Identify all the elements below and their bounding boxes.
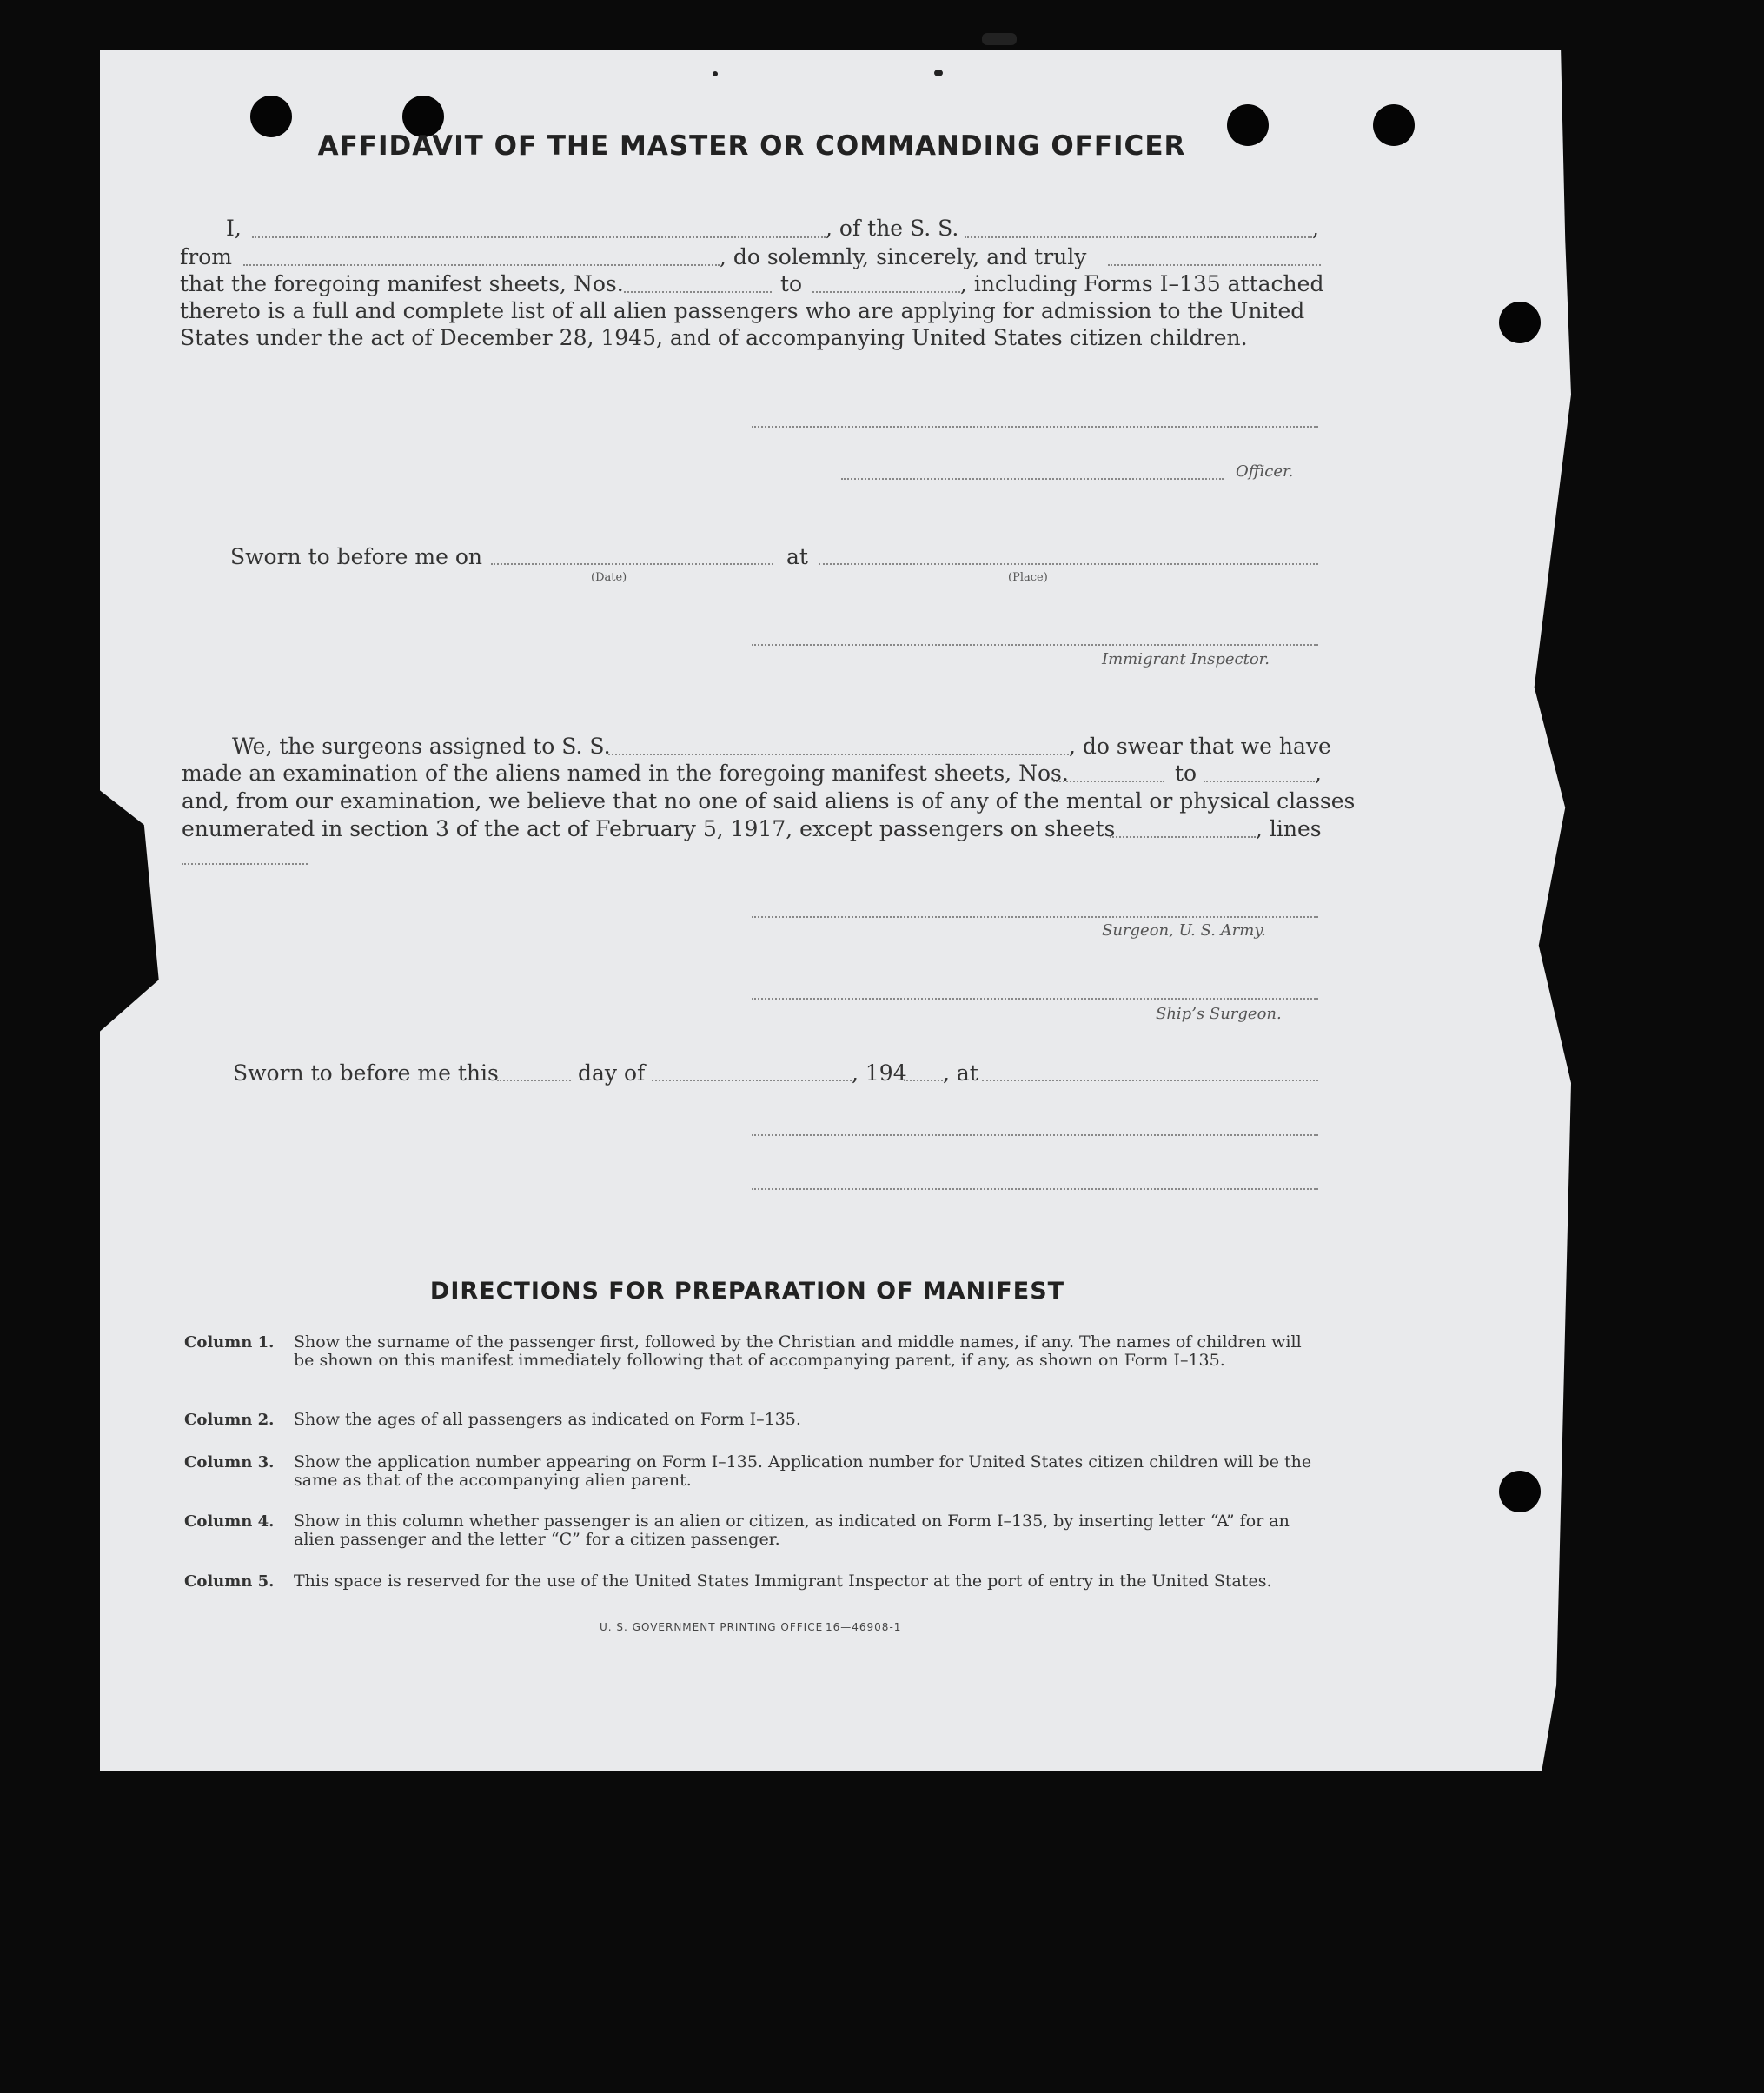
column-5-label: Column 5. bbox=[184, 1572, 275, 1591]
sheet-to-blank[interactable] bbox=[812, 291, 960, 293]
paper-speck bbox=[982, 33, 1017, 45]
ship-surgeon-label: Ship’s Surgeon. bbox=[1156, 1005, 1282, 1023]
sworn-year-blank[interactable] bbox=[904, 1080, 943, 1081]
sworn-this-place-blank[interactable] bbox=[982, 1080, 1318, 1081]
from-port-blank[interactable] bbox=[243, 264, 720, 266]
sworn-on-label: Sworn to before me on bbox=[230, 544, 483, 569]
affidavit-line5: States under the act of December 28, 1945, and of accompanying United States citizen children. bbox=[180, 325, 1248, 350]
surgeon-sheet-to-blank[interactable] bbox=[1204, 781, 1315, 782]
column-1-label: Column 1. bbox=[184, 1333, 275, 1352]
affidavit-comma: , bbox=[1312, 216, 1319, 241]
surgeons-line2: made an examination of the aliens named in the foregoing manifest sheets, Nos. bbox=[182, 761, 1069, 786]
sworn-date-blank[interactable] bbox=[491, 563, 773, 565]
column-1-text: Show the surname of the passenger first, followed by the Christian and middle names, if any. The names of children will be shown on this manifest immediately following that of accompanying parent, if any, as shown on Form I–135. bbox=[294, 1332, 1302, 1370]
sworn-signature-line-2[interactable] bbox=[752, 1188, 1318, 1190]
affidavit-of-ss: , of the S. S. bbox=[826, 216, 959, 241]
date-caption: (Date) bbox=[591, 571, 627, 584]
affidavit-to: to bbox=[780, 271, 803, 296]
column-3-text: Show the application number appearing on Form I–135. Application number for United States citizen children will be the same as that of the accompanying alien parent. bbox=[294, 1452, 1312, 1490]
officer-label: Officer. bbox=[1236, 462, 1294, 481]
officer-signature-line-2[interactable] bbox=[841, 478, 1224, 480]
surgeons-swear: , do swear that we have bbox=[1069, 734, 1331, 759]
surgeons-comma: , bbox=[1315, 761, 1322, 786]
affidavit-including: , including Forms I–135 attached bbox=[960, 271, 1324, 296]
except-sheets-blank[interactable] bbox=[1110, 836, 1256, 838]
year-label: , 194 bbox=[852, 1060, 907, 1086]
sheet-from-blank[interactable] bbox=[624, 291, 772, 293]
punch-hole bbox=[250, 96, 292, 137]
sworn-place-blank[interactable] bbox=[819, 563, 1318, 565]
inspector-label: Immigrant Inspector. bbox=[1102, 650, 1270, 668]
sworn-this-at-label: , at bbox=[943, 1060, 978, 1086]
column-2-label: Column 2. bbox=[184, 1411, 275, 1429]
column-4-label: Column 4. bbox=[184, 1512, 275, 1531]
column-3-label: Column 3. bbox=[184, 1453, 275, 1472]
form-code: 16—46908-1 bbox=[826, 1621, 902, 1633]
surgeons-lines: , lines bbox=[1256, 816, 1322, 841]
army-surgeon-signature-line[interactable] bbox=[752, 916, 1318, 918]
sworn-signature-line-1[interactable] bbox=[752, 1134, 1318, 1136]
directions-title: DIRECTIONS FOR PREPARATION OF MANIFEST bbox=[429, 1278, 1065, 1305]
punch-hole bbox=[1499, 302, 1541, 343]
sworn-this-label: Sworn to before me this bbox=[233, 1060, 499, 1086]
officer-signature-line-1[interactable] bbox=[752, 426, 1318, 428]
punch-hole bbox=[1499, 1471, 1541, 1512]
paper-speck bbox=[713, 71, 718, 76]
page-title: AFFIDAVIT OF THE MASTER OR COMMANDING OFFICER bbox=[317, 130, 1186, 162]
master-name-blank[interactable] bbox=[252, 236, 826, 238]
column-5-text: This space is reserved for the use of the United States Immigrant Inspector at the port of entry in the United States. bbox=[294, 1571, 1272, 1591]
punch-hole bbox=[1227, 104, 1269, 146]
sworn-day-blank[interactable] bbox=[497, 1080, 571, 1081]
surgeons-line3: and, from our examination, we believe that no one of said aliens is of any of the mental or physical classes bbox=[182, 788, 1356, 814]
except-lines-blank[interactable] bbox=[182, 863, 308, 865]
surgeons-line4: enumerated in section 3 of the act of February 5, 1917, except passengers on sheets bbox=[182, 816, 1116, 841]
paper-speck bbox=[934, 70, 943, 76]
sworn-month-blank[interactable] bbox=[652, 1080, 852, 1081]
ship-surgeon-signature-line[interactable] bbox=[752, 998, 1318, 1000]
affidavit-line4: thereto is a full and complete list of all alien passengers who are applying for admission to the United bbox=[180, 298, 1305, 323]
inspector-signature-line[interactable] bbox=[752, 644, 1318, 646]
surgeons-line1: We, the surgeons assigned to S. S. bbox=[232, 734, 611, 759]
column-4-text: Show in this column whether passenger is an alien or citizen, as indicated on Form I–135, by inserting letter “A” for an alien passenger and the letter “C” for a citizen passenger. bbox=[294, 1512, 1290, 1549]
day-of-label: day of bbox=[578, 1060, 646, 1086]
surgeon-ship-blank[interactable] bbox=[608, 754, 1069, 755]
affidavit-i: I, bbox=[226, 216, 242, 241]
oath-blank[interactable] bbox=[1108, 264, 1321, 266]
punch-hole bbox=[1373, 104, 1415, 146]
column-2-text: Show the ages of all passengers as indicated on Form I–135. bbox=[294, 1410, 801, 1429]
affidavit-from: from bbox=[180, 244, 232, 269]
surgeon-sheet-from-blank[interactable] bbox=[1053, 781, 1164, 782]
affidavit-solemnly: , do solemnly, sincerely, and truly bbox=[720, 244, 1087, 269]
surgeons-to: to bbox=[1175, 761, 1197, 786]
printer-imprint: U. S. GOVERNMENT PRINTING OFFICE bbox=[600, 1621, 824, 1633]
ship-name-blank[interactable] bbox=[965, 236, 1312, 238]
place-caption: (Place) bbox=[1008, 571, 1048, 584]
sworn-at-label: at bbox=[786, 544, 808, 569]
affidavit-sheets: that the foregoing manifest sheets, Nos. bbox=[180, 271, 624, 296]
army-surgeon-label: Surgeon, U. S. Army. bbox=[1102, 921, 1266, 940]
